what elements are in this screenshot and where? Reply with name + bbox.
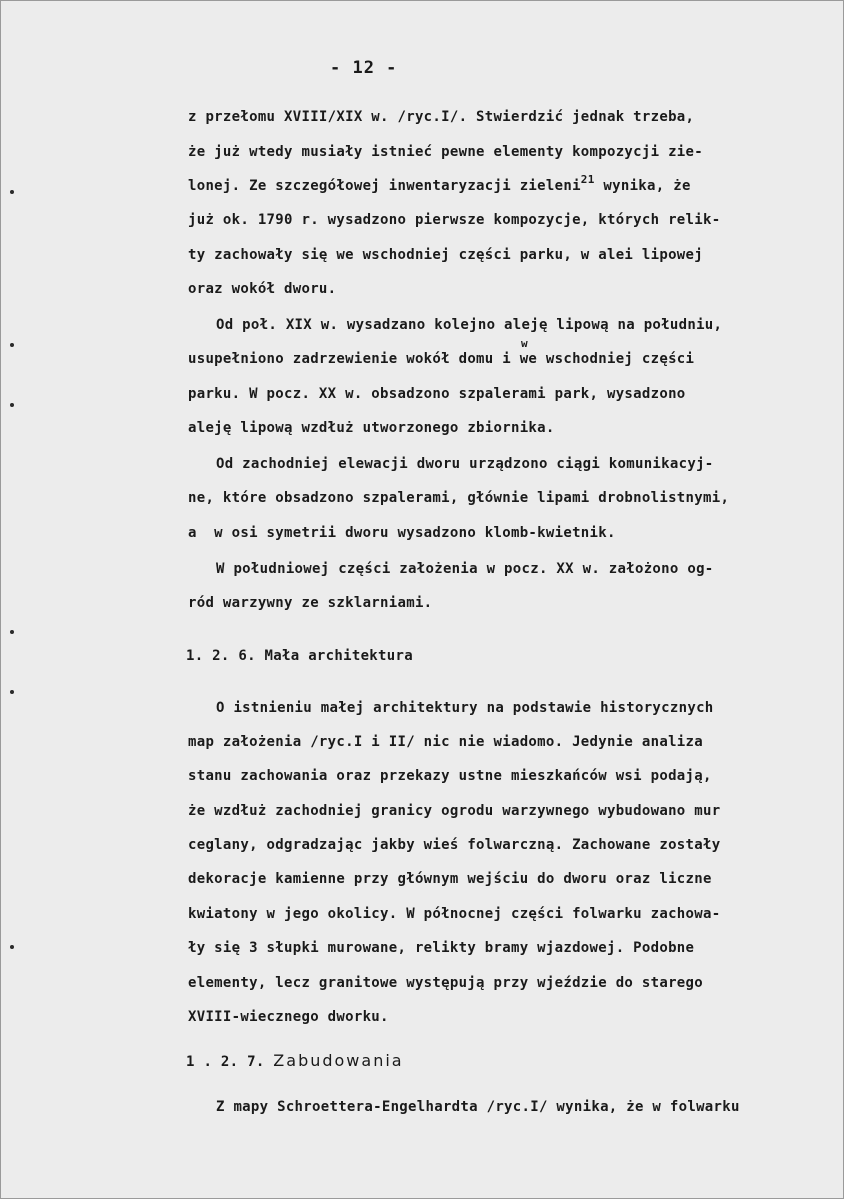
text-line: ty zachowały się we wschodniej części parku, w alei lipowej <box>188 247 703 263</box>
text-line: oraz wokół dworu. <box>188 281 337 297</box>
text-line: Z mapy Schroettera-Engelhardta /ryc.I/ wynika, że w folwarku <box>216 1099 740 1115</box>
footnote-ref: 21 <box>580 173 595 186</box>
section-number: 1 . 2. 7. <box>186 1054 274 1070</box>
binding-hole-mark <box>10 190 14 194</box>
text-line: ły się 3 słupki murowane, relikty bramy wjazdowej. Podobne <box>188 940 695 956</box>
binding-hole-mark <box>10 403 14 407</box>
text-line: usupełniono zadrzewienie wokół domu i we wschodniej części <box>188 351 695 367</box>
page-number: - 12 - <box>330 58 398 78</box>
text-line: dekoracje kamienne przy głównym wejściu do dworu oraz liczne <box>188 871 712 887</box>
text-line: map założenia /ryc.I i II/ nic nie wiadomo. Jedynie analiza <box>188 734 703 750</box>
text-fragment: lonej. Ze szczegółowej inwentaryzacji zieleni <box>188 178 581 194</box>
text-line: że wzdłuż zachodniej granicy ogrodu warzywnego wybudowano mur <box>188 803 721 819</box>
text-line: ród warzywny ze szklarniami. <box>188 595 433 611</box>
text-line: już ok. 1790 r. wysadzono pierwsze kompozycje, których relik- <box>188 212 721 228</box>
binding-hole-mark <box>10 690 14 694</box>
text-line: stanu zachowania oraz przekazy ustne mieszkańców wsi podają, <box>188 768 712 784</box>
text-line: kwiatony w jego okolicy. W północnej części folwarku zachowa- <box>188 906 721 922</box>
text-line <box>188 173 691 195</box>
text-line: że już wtedy musiały istnieć pewne elementy kompozycji zie- <box>188 144 703 160</box>
text-line: XVIII-wiecznego dworku. <box>188 1009 389 1025</box>
text-line: ne, które obsadzono szpalerami, głównie lipami drobnolistnymi, <box>188 490 730 506</box>
section-heading: 1. 2. 6. Mała architektura <box>186 648 413 664</box>
text-line: parku. W pocz. XX w. obsadzono szpalerami park, wysadzono <box>188 386 686 402</box>
text-line: z przełomu XVIII/XIX w. /ryc.I/. Stwierdzić jednak trzeba, <box>188 109 695 125</box>
text-line: ceglany, odgradzając jakby wieś folwarczną. Zachowane zostały <box>188 837 721 853</box>
text-fragment: wynika, że <box>594 178 691 194</box>
binding-hole-mark <box>10 945 14 949</box>
text-line: O istnieniu małej architektury na podstawie historycznych <box>216 700 714 716</box>
text-line: elementy, lecz granitowe występują przy wjeździe do starego <box>188 975 703 991</box>
handwritten-correction: w <box>521 337 528 350</box>
binding-hole-mark <box>10 630 14 634</box>
text-line: Od poł. XIX w. wysadzano kolejno aleję lipową na południu, <box>216 317 723 333</box>
binding-hole-mark <box>10 343 14 347</box>
text-line: a w osi symetrii dworu wysadzono klomb-kwietnik. <box>188 525 616 541</box>
text-line: aleję lipową wzdłuż utworzonego zbiornika. <box>188 420 555 436</box>
section-heading <box>186 1052 404 1071</box>
section-title-handwritten: Zabudowania <box>273 1051 404 1070</box>
text-line: W południowej części założenia w pocz. XX w. założono og- <box>216 561 714 577</box>
text-line: Od zachodniej elewacji dworu urządzono ciągi komunikacyj- <box>216 456 714 472</box>
